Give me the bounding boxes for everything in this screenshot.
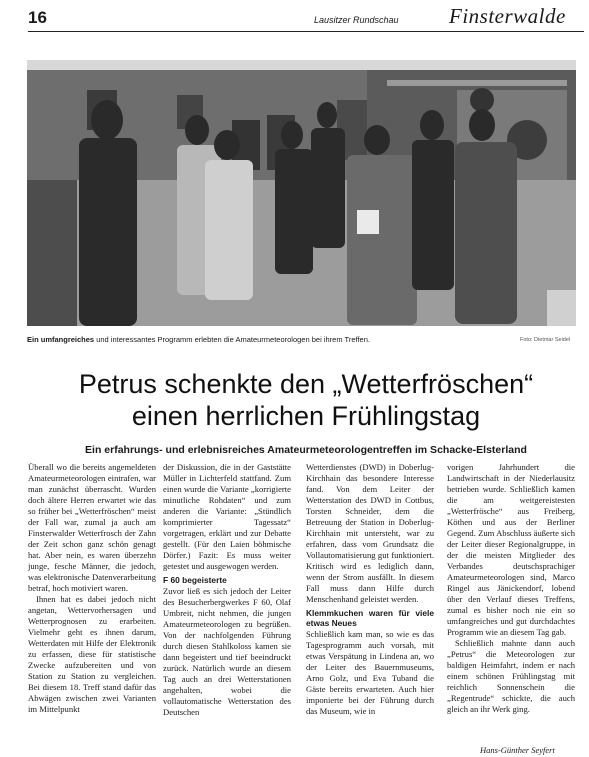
page-number: 16 — [28, 8, 47, 27]
article-subheadline: Ein erfahrungs- und erlebnisreiches Amateurmeteorologentreffen im Schacke-Elsterland — [85, 444, 527, 456]
photo-caption — [27, 335, 457, 344]
caption-text: und interessantes Programm erlebten die Amateurmeteorologen bei ihrem Treffen. — [94, 335, 370, 344]
headline-line-2: einen herrlichen Frühlingstag — [131, 401, 481, 431]
group-photo-illustration — [27, 60, 576, 326]
photo-credit: Foto: Dietmar Seidel — [520, 337, 571, 343]
article-column-3 — [306, 462, 434, 717]
paragraph: Schließlich mahnte dann auch „Petrus“ die Meteorologen zur baldigen Heimfahrt, indem er nach einem schönen Frühlingstag mit reichlich Sonnenschein die „Regentrude“ schickte, die auch gleich an ihr Werk ging. — [447, 638, 575, 714]
paragraph: vorigen Jahrhundert die Landwirtschaft in der Niederlausitz betrieben wurde. Schließlich kamen die am weitgereistesten „Wetterfrösche“ aus Freiberg, Köthen und aus der Berliner Gegend. Zum Abschluss äußerte sich der Leiter dieser Regionalgruppe, in der die meisten Mitglieder des Verbandes deutschsprachiger Amateurmeteorologen sind, Marco Ringel aus Jänickendorf, lobend über den Verlauf dieses Treffens, zumal es bisher noch nie ein so umfangreiches und gut durchdachtes Programm wie an diesem Tag gab. — [447, 462, 575, 637]
paragraph: Überall wo die bereits angemeldeten Amateurmeteorologen eintrafen, war man zunächst überrascht. Wurden doch ältere Herren erwartet wie das so früher bei „Wetterfröschen“ meist der Fall war, zumal ja auch am Finsterwalder Wetterfrosch der Zahn der Zeit schon ganz schön genagt hat. Aber nein, es waren überzehn junge, fesche Männer, die jedoch, was elektronische Datenverarbeitung betraf, hoch motiviert waren. — [28, 462, 156, 593]
article-photo — [27, 60, 576, 326]
header-rule — [28, 31, 584, 32]
paragraph: Wetterdienstes (DWD) in Doberlug-Kirchhain das besondere Interesse fand. Von dem Leiter der Wetterstation des DWD in Cottbus, Torsten Schneider, dem die Betreuung der Station in Doberlug-Kirchhain mit untersteht, war zu erfahren, dass vom Grundsatz die Vollautomatisierung gut funktioniert. Kritisch wird es lediglich dann, wenn der Strom ausfällt. In diesem Fall muss dann Hilfe durch Menschenhand geleistet werden. — [306, 462, 434, 604]
subheading: F 60 begeisterte — [163, 575, 227, 585]
headline-line-1: Petrus schenkte den „Wetterfröschen“ — [78, 369, 534, 399]
newspaper-name: Lausitzer Rundschau — [314, 15, 399, 25]
article-headline — [28, 368, 584, 432]
paragraph: der Diskussion, die in der Gaststätte Müller in Lichterfeld stattfand. Zum einen wurde die Variante „korrigierte minutliche Rohdaten“ und zum anderen die Variante: „Stündlich komprimierter Tagessatz“ vorgetragen, erklärt und zur Debatte gestellt. (Für den Laien böhmische Dörfer.) Fazit: Es muss weiter getestet und ausgewogen werden. — [163, 462, 291, 571]
paragraph: Zuvor ließ es sich jedoch der Leiter des Besucherbergwerkes F 60, Olaf Umbreit, nicht nehmen, die jungen Amateurmeteorologen zu begrüßen. Von der nachfolgenden Führung durch diesen Stahlkoloss kamen sie dann begeistert und tief beeindruckt zurück. Natürlich wurde an diesem Tag auch an drei Wetterstationen angehalten, wobei die vollautomatische Wetterstation des Deutschen — [163, 586, 291, 717]
article-column-2 — [163, 462, 291, 718]
page-header — [0, 0, 589, 40]
section-title: Finsterwalde — [449, 4, 566, 28]
article-column-1 — [28, 462, 156, 715]
subheading: Klemmkuchen waren für viele etwas Neues — [306, 608, 434, 628]
caption-lead: Ein umfangreiches — [27, 335, 95, 344]
article-column-4 — [447, 462, 575, 715]
paragraph: Schließlich kam man, so wie es das Tagesprogramm auch vorsah, mit etwas Verspätung in Lindena an, wo der Leiter des Bauernmuseums, Arno Golz, und Eva Tuband die Gäste bereits erwarteten. Auch hier imponierte bei der Führung durch das Museum, wie in — [306, 629, 434, 716]
paragraph: Ihnen hat es dabei jedoch nicht angetan, Wettervorhersagen und Wetterprognosen zu erarbeiten. Vielmehr geht es ihnen darum, Wetterdaten mit Hilfe der Elektronik zu erfassen, diese für statistische Zwecke aufzubereiten und von Station zu Station zu vergleichen. Bei diesem 18. Treff stand dafür das Abwägen zwischen zwei Varianten im Mittelpunkt — [28, 594, 156, 714]
author-signature: Hans-Günther Seyfert — [480, 745, 555, 755]
